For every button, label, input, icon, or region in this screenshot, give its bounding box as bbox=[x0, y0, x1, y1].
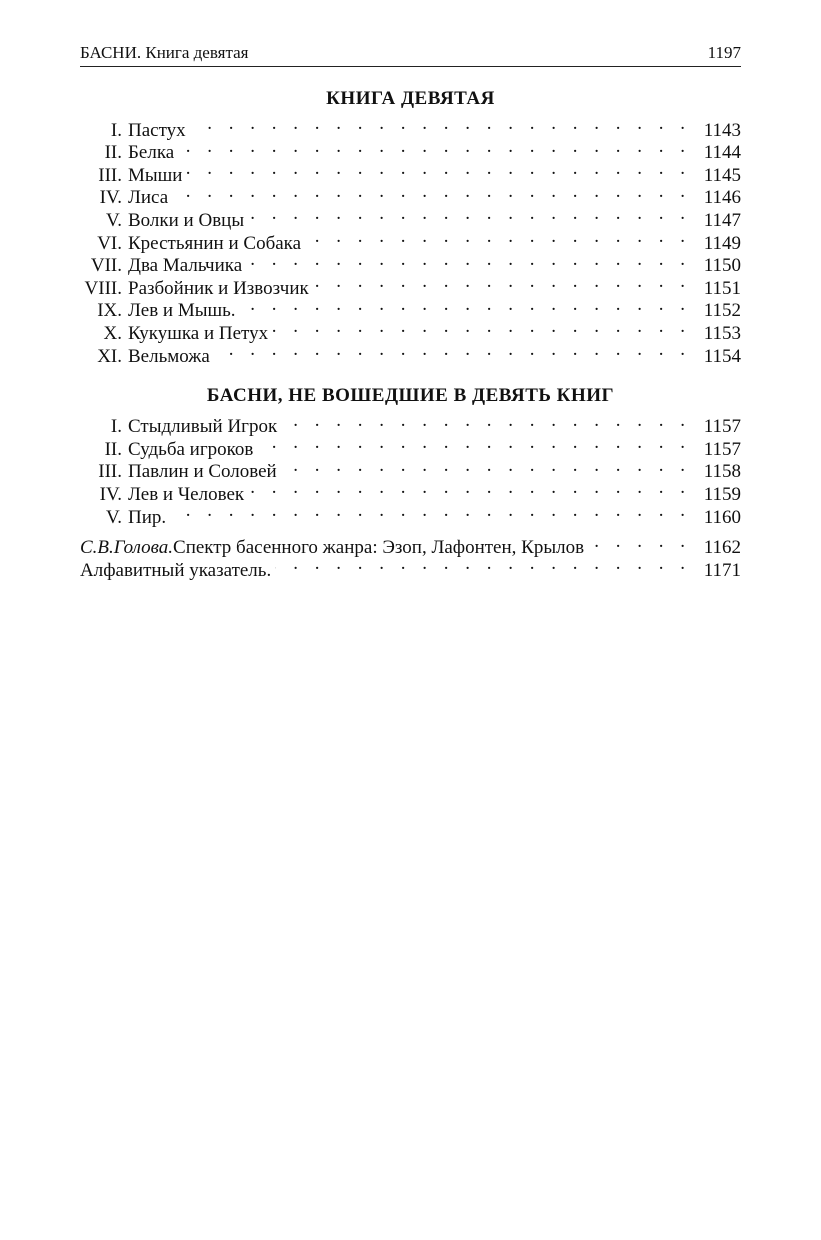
dot-leader bbox=[281, 410, 691, 433]
toc-entry-page: 1158 bbox=[703, 461, 741, 483]
toc-entry-title: Лев и Мышь. bbox=[128, 300, 236, 322]
toc-entry-number: X. bbox=[103, 322, 122, 344]
toc-entry-page: 1146 bbox=[703, 187, 741, 209]
toc-entry-afterword[interactable] bbox=[80, 531, 741, 559]
toc-entry-number: VII. bbox=[90, 255, 122, 277]
dot-leader bbox=[248, 203, 691, 226]
afterword-title: Спектр басенного жанра: Эзоп, Лафонтен, Крылов bbox=[173, 537, 585, 559]
dot-leader bbox=[172, 181, 691, 204]
toc-entry-number: VI. bbox=[97, 232, 122, 254]
toc-entry-title: Разбойник и Извозчик bbox=[128, 277, 309, 299]
dot-leader bbox=[281, 455, 691, 478]
toc-entry-title: Крестьянин и Собака bbox=[128, 232, 302, 254]
toc-entry-number: XI. bbox=[97, 345, 122, 367]
toc-entry-title: Судьба игроков bbox=[128, 438, 254, 460]
toc-entry-number: III. bbox=[98, 164, 122, 186]
toc-entry-page: 1157 bbox=[703, 438, 741, 460]
toc-entry-page: 1150 bbox=[703, 255, 741, 277]
running-head bbox=[80, 40, 741, 67]
toc-entry-title: Пастух bbox=[128, 119, 186, 141]
toc-entry-number: I. bbox=[110, 119, 122, 141]
toc-entry-page: 1147 bbox=[703, 209, 741, 231]
dot-leader bbox=[257, 432, 691, 455]
dot-leader bbox=[214, 339, 691, 362]
dot-leader bbox=[190, 113, 691, 136]
toc-entry-number: II. bbox=[104, 142, 122, 164]
toc-book-nine bbox=[80, 113, 741, 367]
toc-entry-page: 1144 bbox=[703, 142, 741, 164]
page bbox=[80, 40, 741, 581]
toc-entry[interactable] bbox=[80, 113, 741, 141]
dot-leader bbox=[246, 249, 691, 272]
toc-entry-title: Вельможа bbox=[128, 345, 210, 367]
toc-entry-title: Пир. bbox=[128, 506, 167, 528]
toc-entry[interactable] bbox=[80, 181, 741, 209]
toc-entry-number: V. bbox=[105, 506, 122, 528]
toc-entry[interactable] bbox=[80, 136, 741, 164]
section-title-uncollected-fables: БАСНИ, НЕ ВОШЕДШИЕ В ДЕВЯТЬ КНИГ bbox=[206, 384, 615, 406]
toc-entry-page: 1159 bbox=[703, 483, 741, 505]
dot-leader bbox=[305, 226, 691, 249]
toc-entry-title: Алфавитный указатель. bbox=[80, 559, 272, 581]
toc-entry-page: 1143 bbox=[703, 119, 741, 141]
toc-entry-title: Лиса bbox=[128, 187, 169, 209]
toc-entry-page: 1149 bbox=[703, 232, 741, 254]
toc-entry-number: I. bbox=[110, 416, 122, 438]
dot-leader bbox=[186, 158, 691, 181]
afterword-author: С.В.Голова. bbox=[80, 537, 174, 559]
page-number: 1197 bbox=[707, 43, 741, 62]
toc-entry-title: Кукушка и Петух bbox=[128, 322, 269, 344]
dot-leader bbox=[275, 553, 691, 576]
dot-leader bbox=[272, 316, 691, 339]
toc-entry-title: Белка bbox=[128, 142, 175, 164]
toc-entry-number: IV. bbox=[99, 483, 122, 505]
toc-entry-page: 1162 bbox=[703, 537, 741, 559]
toc-entry-title: Стыдливый Игрок bbox=[128, 416, 278, 438]
toc-entry-number: IX. bbox=[97, 300, 122, 322]
dot-leader bbox=[248, 477, 691, 500]
toc-entry-title: Мыши bbox=[128, 164, 183, 186]
dot-leader bbox=[178, 136, 691, 159]
toc-entry-number: IV. bbox=[99, 187, 122, 209]
section-title-book-nine: КНИГА ДЕВЯТАЯ bbox=[326, 88, 495, 109]
dot-leader bbox=[240, 294, 691, 317]
running-head-title: БАСНИ. Книга девятая bbox=[80, 43, 249, 62]
toc-entry-page: 1152 bbox=[703, 300, 741, 322]
toc-entry-title: Два Мальчика bbox=[128, 255, 243, 277]
toc-entry-page: 1145 bbox=[703, 164, 741, 186]
toc-entry[interactable] bbox=[80, 203, 741, 231]
toc-entry[interactable] bbox=[80, 500, 741, 528]
toc-entry-page: 1171 bbox=[703, 559, 741, 581]
toc-entry-number: V. bbox=[105, 209, 122, 231]
toc-entry-number: VIII. bbox=[84, 277, 122, 299]
toc-entry-page: 1151 bbox=[703, 277, 741, 299]
toc-entry-number: II. bbox=[104, 438, 122, 460]
toc-entry[interactable] bbox=[80, 410, 741, 438]
toc-entry-title: Павлин и Соловей bbox=[128, 461, 277, 483]
toc-uncollected-fables bbox=[80, 410, 741, 528]
toc-entry-page: 1157 bbox=[703, 416, 741, 438]
toc-entry-page: 1153 bbox=[703, 322, 741, 344]
toc-entry-number: III. bbox=[98, 461, 122, 483]
toc-entry[interactable] bbox=[80, 158, 741, 186]
dot-leader bbox=[313, 271, 691, 294]
toc-entry-page: 1154 bbox=[703, 345, 741, 367]
dot-leader bbox=[588, 531, 691, 554]
toc-entry-title: Волки и Овцы bbox=[128, 209, 245, 231]
toc-entry-page: 1160 bbox=[703, 506, 741, 528]
dot-leader bbox=[170, 500, 691, 523]
toc-entry-title: Лев и Человек bbox=[128, 483, 245, 505]
